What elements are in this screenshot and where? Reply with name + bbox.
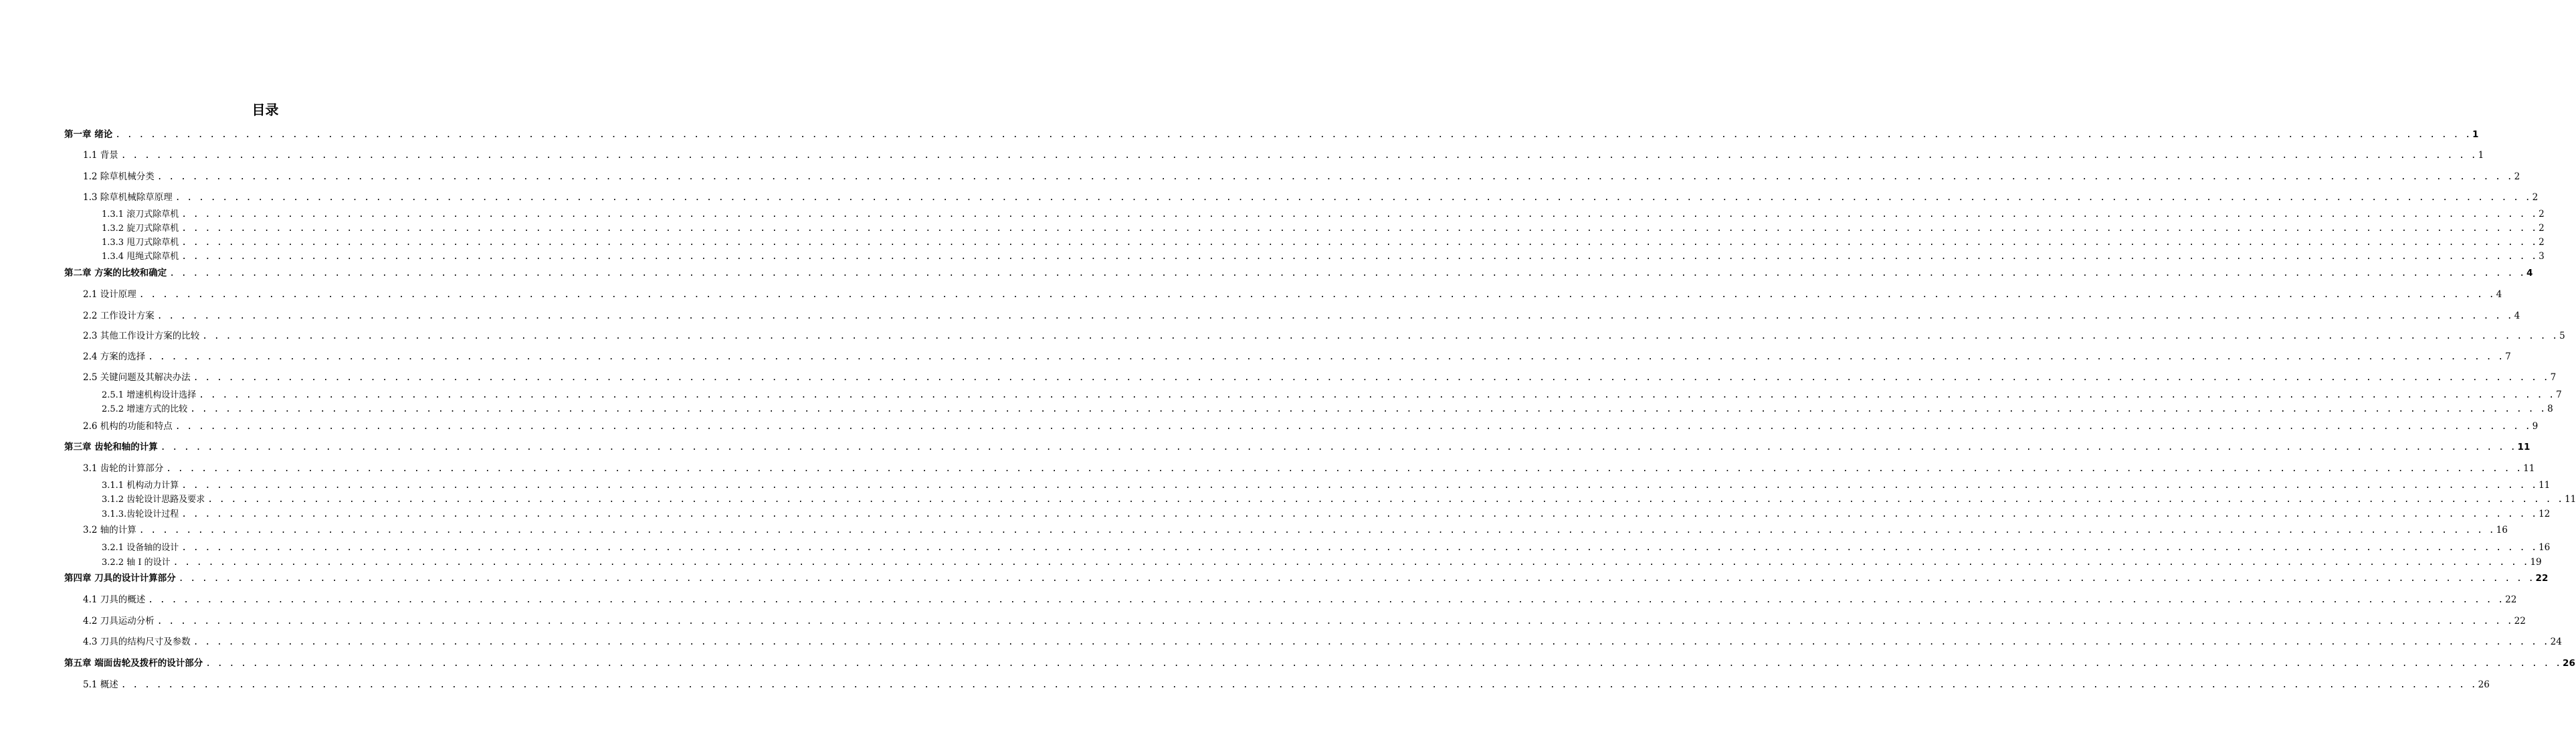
- toc-entry[interactable]: [83, 614, 2526, 628]
- toc-entry-label: 3.1.3.齿轮设计过程: [102, 509, 179, 519]
- toc-entry[interactable]: [102, 493, 2576, 506]
- toc-entry-label: 4.3 刀具的结构尺寸及参数: [83, 637, 191, 647]
- dot-leader: . . . . . . . . . . . . . . . . . . . . . . . . . . . . . . . . . . . . . . . . . . . . . . . . . . . . . . . . . . . . . . . . . . . . . . . . . . . . . . . . . . . . . . . . . . . . . . . . . . . . . . . . . . . . . . . . . . . . . . . . . . . . . . . . . . . . . . . . . . . . . . . . . . . . . . . . . . . . . . . . . . . . . . . . . . . . . . . . . . . . . . . . . . . . . . . . . . . . . . . .: [181, 509, 2538, 519]
- toc-entry[interactable]: [102, 236, 2545, 249]
- toc-entry-label: 1.3.1 滚刀式除草机: [102, 210, 179, 220]
- dot-leader: . . . . . . . . . . . . . . . . . . . . . . . . . . . . . . . . . . . . . . . . . . . . . . . . . . . . . . . . . . . . . . . . . . . . . . . . . . . . . . . . . . . . . . . . . . . . . . . . . . . . . . . . . . . . . . . . . . . . . . . . . . . . . . . . . . . . . . . . . . . . . . . . . . . . . . . . . . . . . . . . . . . . . . . . . . . . . . . . . . . . . . . . . . . . . . . . . . . . . . . .: [181, 252, 2538, 262]
- toc-entry[interactable]: [102, 250, 2545, 263]
- toc-entry-page-number: 2: [2514, 171, 2520, 182]
- dot-leader: . . . . . . . . . . . . . . . . . . . . . . . . . . . . . . . . . . . . . . . . . . . . . . . . . . . . . . . . . . . . . . . . . . . . . . . . . . . . . . . . . . . . . . . . . . . . . . . . . . . . . . . . . . . . . . . . . . . . . . . . . . . . . . . . . . . . . . . . . . . . . . . . . . . . . . . . . . . . . . . . . . . . . . . . . . . . . . . . . . . . . . . . . . . . . . . . . . . . . . . .: [148, 352, 2504, 362]
- toc-entry-label: 1.3.2 旋刀式除草机: [102, 224, 179, 234]
- dot-leader: . . . . . . . . . . . . . . . . . . . . . . . . . . . . . . . . . . . . . . . . . . . . . . . . . . . . . . . . . . . . . . . . . . . . . . . . . . . . . . . . . . . . . . . . . . . . . . . . . . . . . . . . . . . . . . . . . . . . . . . . . . . . . . . . . . . . . . . . . . . . . . . . . . . . . . . . . . . . . . . . . . . . . . . . . . . . . . . . . . . . . . . . . . . . . . . . . . . . . . . .: [175, 422, 2531, 432]
- page-title: 目录: [252, 102, 279, 118]
- toc-entry-label: 2.2 工作设计方案: [83, 311, 155, 321]
- toc-entry-label: 3.2 轴的计算: [83, 525, 136, 535]
- dot-leader: . . . . . . . . . . . . . . . . . . . . . . . . . . . . . . . . . . . . . . . . . . . . . . . . . . . . . . . . . . . . . . . . . . . . . . . . . . . . . . . . . . . . . . . . . . . . . . . . . . . . . . . . . . . . . . . . . . . . . . . . . . . . . . . . . . . . . . . . . . . . . . . . . . . . . . . . . . . . . . . . . . . . . . . . . . . . . . . . . . . . . . . . . . . . . . . . . . . . . . . .: [181, 238, 2538, 248]
- dot-leader: . . . . . . . . . . . . . . . . . . . . . . . . . . . . . . . . . . . . . . . . . . . . . . . . . . . . . . . . . . . . . . . . . . . . . . . . . . . . . . . . . . . . . . . . . . . . . . . . . . . . . . . . . . . . . . . . . . . . . . . . . . . . . . . . . . . . . . . . . . . . . . . . . . . . . . . . . . . . . . . . . . . . . . . . . . . . . . . . . . . . . . . . . . . . . . . . . . . . . . . .: [157, 616, 2513, 627]
- toc-entry-page-number: 12: [2539, 509, 2551, 519]
- toc-entry-page-number: 26: [2478, 679, 2490, 690]
- toc-entry[interactable]: [83, 309, 2520, 323]
- toc-entry[interactable]: [83, 288, 2502, 301]
- toc-entry-label: 3.1.2 齿轮设计思路及要求: [102, 495, 205, 505]
- toc-entry-label: 3.1 齿轮的计算部分: [83, 463, 164, 474]
- toc-entry-label: 2.4 方案的选择: [83, 351, 146, 362]
- toc-entry[interactable]: [83, 371, 2557, 384]
- toc-entry-label: 1.1 背景: [83, 150, 118, 161]
- dot-leader: . . . . . . . . . . . . . . . . . . . . . . . . . . . . . . . . . . . . . . . . . . . . . . . . . . . . . . . . . . . . . . . . . . . . . . . . . . . . . . . . . . . . . . . . . . . . . . . . . . . . . . . . . . . . . . . . . . . . . . . . . . . . . . . . . . . . . . . . . . . . . . . . . . . . . . . . . . . . . . . . . . . . . . . . . . . . . . . . . . . . . . . . . . . . . . . . . . . . . . . .: [166, 464, 2522, 474]
- toc-entry-page-number: 5: [2559, 331, 2565, 341]
- toc-entry[interactable]: [64, 440, 2531, 454]
- dot-leader: . . . . . . . . . . . . . . . . . . . . . . . . . . . . . . . . . . . . . . . . . . . . . . . . . . . . . . . . . . . . . . . . . . . . . . . . . . . . . . . . . . . . . . . . . . . . . . . . . . . . . . . . . . . . . . . . . . . . . . . . . . . . . . . . . . . . . . . . . . . . . . . . . . . . . . . . . . . . . . . . . . . . . . . . . . . . . . . . . . . . . . . . . . . . . . . . . . . . . . . .: [199, 390, 2555, 400]
- toc-entry-label: 第五章 端面齿轮及拨杆的设计部分: [64, 658, 203, 669]
- toc-entry-label: 2.5.1 增速机构设计选择: [102, 390, 197, 400]
- toc-entry-page-number: 7: [2556, 390, 2562, 400]
- toc-entry[interactable]: [83, 350, 2511, 363]
- toc-entry-label: 3.2.1 设备轴的设计: [102, 543, 179, 553]
- dot-leader: . . . . . . . . . . . . . . . . . . . . . . . . . . . . . . . . . . . . . . . . . . . . . . . . . . . . . . . . . . . . . . . . . . . . . . . . . . . . . . . . . . . . . . . . . . . . . . . . . . . . . . . . . . . . . . . . . . . . . . . . . . . . . . . . . . . . . . . . . . . . . . . . . . . . . . . . . . . . . . . . . . . . . . . . . . . . . . . . . . . . . . . . . . . . . . . . . . . . . . . .: [181, 543, 2538, 553]
- toc-entry-label: 1.2 除草机械分类: [83, 171, 155, 182]
- toc-entry-page-number: 7: [2505, 351, 2511, 362]
- toc-entry[interactable]: [102, 556, 2542, 569]
- toc-entry-page-number: 4: [2514, 311, 2520, 321]
- toc-entry-page-number: 2: [2539, 209, 2545, 220]
- toc-entry-label: 4.1 刀具的概述: [83, 594, 146, 605]
- toc-entry-page-number: 24: [2550, 637, 2562, 647]
- toc-entry[interactable]: [83, 191, 2539, 204]
- toc-entry[interactable]: [102, 402, 2553, 416]
- toc-entry[interactable]: [83, 329, 2565, 343]
- dot-leader: . . . . . . . . . . . . . . . . . . . . . . . . . . . . . . . . . . . . . . . . . . . . . . . . . . . . . . . . . . . . . . . . . . . . . . . . . . . . . . . . . . . . . . . . . . . . . . . . . . . . . . . . . . . . . . . . . . . . . . . . . . . . . . . . . . . . . . . . . . . . . . . . . . . . . . . . . . . . . . . . . . . . . . . . . . . . . . . . . . . . . . . . . . . . . . . . . . . . . . . .: [138, 525, 2495, 535]
- toc-entry[interactable]: [102, 541, 2551, 554]
- toc-entry[interactable]: [83, 593, 2517, 606]
- toc-entry[interactable]: [83, 420, 2539, 433]
- toc-entry[interactable]: [102, 207, 2545, 221]
- toc-entry[interactable]: [83, 523, 2508, 537]
- toc-entry-label: 第一章 绪论: [64, 129, 113, 140]
- dot-leader: . . . . . . . . . . . . . . . . . . . . . . . . . . . . . . . . . . . . . . . . . . . . . . . . . . . . . . . . . . . . . . . . . . . . . . . . . . . . . . . . . . . . . . . . . . . . . . . . . . . . . . . . . . . . . . . . . . . . . . . . . . . . . . . . . . . . . . . . . . . . . . . . . . . . . . . . . . . . . . . . . . . . . . . . . . . . . . . . . . . . . . . . . . . . . . . . . . . . . . . .: [138, 290, 2495, 300]
- toc-entry[interactable]: [102, 507, 2551, 521]
- toc-entry-page-number: 2: [2532, 192, 2539, 203]
- toc-entry-label: 2.6 机构的功能和特点: [83, 421, 173, 432]
- dot-leader: . . . . . . . . . . . . . . . . . . . . . . . . . . . . . . . . . . . . . . . . . . . . . . . . . . . . . . . . . . . . . . . . . . . . . . . . . . . . . . . . . . . . . . . . . . . . . . . . . . . . . . . . . . . . . . . . . . . . . . . . . . . . . . . . . . . . . . . . . . . . . . . . . . . . . . . . . . . . . . . . . . . . . . . . . . . . . . . . . . . . . . . . . . . . . . . . . . . . . . . .: [157, 172, 2513, 182]
- toc-entry-label: 3.1.1 机构动力计算: [102, 481, 179, 491]
- dot-leader: . . . . . . . . . . . . . . . . . . . . . . . . . . . . . . . . . . . . . . . . . . . . . . . . . . . . . . . . . . . . . . . . . . . . . . . . . . . . . . . . . . . . . . . . . . . . . . . . . . . . . . . . . . . . . . . . . . . . . . . . . . . . . . . . . . . . . . . . . . . . . . . . . . . . . . . . . . . . . . . . . . . . . . . . . . . . . . . . . . . . . . . . . . . . . . . . . . . . . . . .: [181, 210, 2538, 220]
- toc-entry-label: 5.1 概述: [83, 679, 118, 690]
- dot-leader: . . . . . . . . . . . . . . . . . . . . . . . . . . . . . . . . . . . . . . . . . . . . . . . . . . . . . . . . . . . . . . . . . . . . . . . . . . . . . . . . . . . . . . . . . . . . . . . . . . . . . . . . . . . . . . . . . . . . . . . . . . . . . . . . . . . . . . . . . . . . . . . . . . . . . . . . . . . . . . . . . . . . . . . . . . . . . . . . . . . . . . . . . . . . . . . . . . . . . . . .: [115, 130, 2472, 140]
- dot-leader: . . . . . . . . . . . . . . . . . . . . . . . . . . . . . . . . . . . . . . . . . . . . . . . . . . . . . . . . . . . . . . . . . . . . . . . . . . . . . . . . . . . . . . . . . . . . . . . . . . . . . . . . . . . . . . . . . . . . . . . . . . . . . . . . . . . . . . . . . . . . . . . . . . . . . . . . . . . . . . . . . . . . . . . . . . . . . . . . . . . . . . . . . . . . . . . . . . . . . . . .: [120, 151, 2477, 161]
- dot-leader: . . . . . . . . . . . . . . . . . . . . . . . . . . . . . . . . . . . . . . . . . . . . . . . . . . . . . . . . . . . . . . . . . . . . . . . . . . . . . . . . . . . . . . . . . . . . . . . . . . . . . . . . . . . . . . . . . . . . . . . . . . . . . . . . . . . . . . . . . . . . . . . . . . . . . . . . . . . . . . . . . . . . . . . . . . . . . . . . . . . . . . . . . . . . . . . . . . . . . . . .: [202, 331, 2559, 341]
- toc-entry-label: 3.2.2 轴 I 的设计: [102, 558, 171, 568]
- toc-entry-page-number: 4: [2527, 268, 2533, 278]
- toc-entry[interactable]: [83, 678, 2490, 691]
- toc-entry-label: 2.5 关键问题及其解决办法: [83, 372, 191, 383]
- toc-entry-label: 1.3 除草机械除草原理: [83, 192, 173, 203]
- toc-entry-page-number: 16: [2539, 542, 2551, 553]
- toc-entry-page-number: 1: [2472, 129, 2479, 140]
- toc-entry-page-number: 4: [2496, 289, 2502, 300]
- dot-leader: . . . . . . . . . . . . . . . . . . . . . . . . . . . . . . . . . . . . . . . . . . . . . . . . . . . . . . . . . . . . . . . . . . . . . . . . . . . . . . . . . . . . . . . . . . . . . . . . . . . . . . . . . . . . . . . . . . . . . . . . . . . . . . . . . . . . . . . . . . . . . . . . . . . . . . . . . . . . . . . . . . . . . . . . . . . . . . . . . . . . . . . . . . . . . . . . . . . . . . . .: [148, 595, 2504, 605]
- toc-entry[interactable]: [83, 462, 2535, 475]
- toc-entry-page-number: 7: [2550, 372, 2557, 383]
- dot-leader: . . . . . . . . . . . . . . . . . . . . . . . . . . . . . . . . . . . . . . . . . . . . . . . . . . . . . . . . . . . . . . . . . . . . . . . . . . . . . . . . . . . . . . . . . . . . . . . . . . . . . . . . . . . . . . . . . . . . . . . . . . . . . . . . . . . . . . . . . . . . . . . . . . . . . . . . . . . . . . . . . . . . . . . . . . . . . . . . . . . . . . . . . . . . . . . . . . . . . . . .: [205, 659, 2562, 669]
- toc-entry[interactable]: [83, 149, 2484, 162]
- dot-leader: . . . . . . . . . . . . . . . . . . . . . . . . . . . . . . . . . . . . . . . . . . . . . . . . . . . . . . . . . . . . . . . . . . . . . . . . . . . . . . . . . . . . . . . . . . . . . . . . . . . . . . . . . . . . . . . . . . . . . . . . . . . . . . . . . . . . . . . . . . . . . . . . . . . . . . . . . . . . . . . . . . . . . . . . . . . . . . . . . . . . . . . . . . . . . . . . . . . . . . . .: [169, 268, 2526, 278]
- toc-entry-label: 第三章 齿轮和轴的计算: [64, 442, 158, 452]
- toc-entry[interactable]: [83, 170, 2520, 183]
- toc-entry-page-number: 22: [2514, 616, 2526, 627]
- dot-leader: . . . . . . . . . . . . . . . . . . . . . . . . . . . . . . . . . . . . . . . . . . . . . . . . . . . . . . . . . . . . . . . . . . . . . . . . . . . . . . . . . . . . . . . . . . . . . . . . . . . . . . . . . . . . . . . . . . . . . . . . . . . . . . . . . . . . . . . . . . . . . . . . . . . . . . . . . . . . . . . . . . . . . . . . . . . . . . . . . . . . . . . . . . . . . . . . . . . . . . . .: [190, 404, 2547, 414]
- toc-entry[interactable]: [102, 222, 2545, 235]
- toc-entry-label: 2.5.2 增速方式的比较: [102, 404, 188, 414]
- toc-entry-page-number: 11: [2517, 442, 2531, 452]
- toc-entry-page-number: 16: [2496, 525, 2508, 535]
- toc-entry-label: 第四章 刀具的设计计算部分: [64, 573, 176, 584]
- toc-entry-page-number: 2: [2539, 237, 2545, 248]
- toc-entry-page-number: 9: [2532, 421, 2539, 432]
- toc-entry[interactable]: [102, 388, 2562, 402]
- toc-entry-page-number: 1: [2478, 150, 2484, 161]
- toc-entry-page-number: 11: [2565, 494, 2576, 505]
- toc-entry-page-number: 11: [2523, 463, 2535, 474]
- toc-entry-label: 第二章 方案的比较和确定: [64, 268, 167, 278]
- toc-entry-page-number: 11: [2539, 480, 2551, 491]
- dot-leader: . . . . . . . . . . . . . . . . . . . . . . . . . . . . . . . . . . . . . . . . . . . . . . . . . . . . . . . . . . . . . . . . . . . . . . . . . . . . . . . . . . . . . . . . . . . . . . . . . . . . . . . . . . . . . . . . . . . . . . . . . . . . . . . . . . . . . . . . . . . . . . . . . . . . . . . . . . . . . . . . . . . . . . . . . . . . . . . . . . . . . . . . . . . . . . . . . . . . . . . .: [160, 442, 2516, 452]
- toc-entry-page-number: 2: [2539, 223, 2545, 234]
- dot-leader: . . . . . . . . . . . . . . . . . . . . . . . . . . . . . . . . . . . . . . . . . . . . . . . . . . . . . . . . . . . . . . . . . . . . . . . . . . . . . . . . . . . . . . . . . . . . . . . . . . . . . . . . . . . . . . . . . . . . . . . . . . . . . . . . . . . . . . . . . . . . . . . . . . . . . . . . . . . . . . . . . . . . . . . . . . . . . . . . . . . . . . . . . . . . . . . . . . . . . . . .: [193, 373, 2549, 383]
- dot-leader: . . . . . . . . . . . . . . . . . . . . . . . . . . . . . . . . . . . . . . . . . . . . . . . . . . . . . . . . . . . . . . . . . . . . . . . . . . . . . . . . . . . . . . . . . . . . . . . . . . . . . . . . . . . . . . . . . . . . . . . . . . . . . . . . . . . . . . . . . . . . . . . . . . . . . . . . . . . . . . . . . . . . . . . . . . . . . . . . . . . . . . . . . . . . . . . . . . . . . . . .: [181, 481, 2538, 491]
- toc-entry[interactable]: [64, 572, 2549, 585]
- toc-entry-page-number: 26: [2563, 658, 2575, 669]
- toc-entry-label: 2.1 设计原理: [83, 289, 136, 300]
- toc-entry[interactable]: [83, 635, 2562, 649]
- toc-entry-page-number: 19: [2530, 557, 2542, 568]
- dot-leader: . . . . . . . . . . . . . . . . . . . . . . . . . . . . . . . . . . . . . . . . . . . . . . . . . . . . . . . . . . . . . . . . . . . . . . . . . . . . . . . . . . . . . . . . . . . . . . . . . . . . . . . . . . . . . . . . . . . . . . . . . . . . . . . . . . . . . . . . . . . . . . . . . . . . . . . . . . . . . . . . . . . . . . . . . . . . . . . . . . . . . . . . . . . . . . . . . . . . . . . .: [120, 680, 2477, 690]
- toc-entry[interactable]: [102, 479, 2551, 492]
- toc-entry-label: 4.2 刀具运动分析: [83, 616, 155, 627]
- toc-entry-label: 2.3 其他工作设计方案的比较: [83, 331, 200, 341]
- dot-leader: . . . . . . . . . . . . . . . . . . . . . . . . . . . . . . . . . . . . . . . . . . . . . . . . . . . . . . . . . . . . . . . . . . . . . . . . . . . . . . . . . . . . . . . . . . . . . . . . . . . . . . . . . . . . . . . . . . . . . . . . . . . . . . . . . . . . . . . . . . . . . . . . . . . . . . . . . . . . . . . . . . . . . . . . . . . . . . . . . . . . . . . . . . . . . . . . . . . . . . . .: [207, 495, 2564, 505]
- toc-entry-page-number: 3: [2539, 251, 2545, 262]
- toc-entry-page-number: 22: [2535, 573, 2549, 584]
- dot-leader: . . . . . . . . . . . . . . . . . . . . . . . . . . . . . . . . . . . . . . . . . . . . . . . . . . . . . . . . . . . . . . . . . . . . . . . . . . . . . . . . . . . . . . . . . . . . . . . . . . . . . . . . . . . . . . . . . . . . . . . . . . . . . . . . . . . . . . . . . . . . . . . . . . . . . . . . . . . . . . . . . . . . . . . . . . . . . . . . . . . . . . . . . . . . . . . . . . . . . . . .: [193, 637, 2549, 647]
- dot-leader: . . . . . . . . . . . . . . . . . . . . . . . . . . . . . . . . . . . . . . . . . . . . . . . . . . . . . . . . . . . . . . . . . . . . . . . . . . . . . . . . . . . . . . . . . . . . . . . . . . . . . . . . . . . . . . . . . . . . . . . . . . . . . . . . . . . . . . . . . . . . . . . . . . . . . . . . . . . . . . . . . . . . . . . . . . . . . . . . . . . . . . . . . . . . . . . . . . . . . . . .: [181, 224, 2538, 234]
- toc-entry[interactable]: [64, 266, 2533, 280]
- toc-entry-page-number: 22: [2505, 594, 2517, 605]
- toc-entry[interactable]: [64, 657, 2575, 670]
- dot-leader: . . . . . . . . . . . . . . . . . . . . . . . . . . . . . . . . . . . . . . . . . . . . . . . . . . . . . . . . . . . . . . . . . . . . . . . . . . . . . . . . . . . . . . . . . . . . . . . . . . . . . . . . . . . . . . . . . . . . . . . . . . . . . . . . . . . . . . . . . . . . . . . . . . . . . . . . . . . . . . . . . . . . . . . . . . . . . . . . . . . . . . . . . . . . . . . . . . . . . . . .: [175, 193, 2531, 203]
- dot-leader: . . . . . . . . . . . . . . . . . . . . . . . . . . . . . . . . . . . . . . . . . . . . . . . . . . . . . . . . . . . . . . . . . . . . . . . . . . . . . . . . . . . . . . . . . . . . . . . . . . . . . . . . . . . . . . . . . . . . . . . . . . . . . . . . . . . . . . . . . . . . . . . . . . . . . . . . . . . . . . . . . . . . . . . . . . . . . . . . . . . . . . . . . . . . . . . . . . . . . . . .: [173, 558, 2529, 568]
- toc-entry-label: 1.3.3 甩刀式除草机: [102, 238, 179, 248]
- toc-entry-page-number: 8: [2547, 404, 2553, 414]
- dot-leader: . . . . . . . . . . . . . . . . . . . . . . . . . . . . . . . . . . . . . . . . . . . . . . . . . . . . . . . . . . . . . . . . . . . . . . . . . . . . . . . . . . . . . . . . . . . . . . . . . . . . . . . . . . . . . . . . . . . . . . . . . . . . . . . . . . . . . . . . . . . . . . . . . . . . . . . . . . . . . . . . . . . . . . . . . . . . . . . . . . . . . . . . . . . . . . . . . . . . . . . .: [157, 311, 2513, 321]
- dot-leader: . . . . . . . . . . . . . . . . . . . . . . . . . . . . . . . . . . . . . . . . . . . . . . . . . . . . . . . . . . . . . . . . . . . . . . . . . . . . . . . . . . . . . . . . . . . . . . . . . . . . . . . . . . . . . . . . . . . . . . . . . . . . . . . . . . . . . . . . . . . . . . . . . . . . . . . . . . . . . . . . . . . . . . . . . . . . . . . . . . . . . . . . . . . . . . . . . . . . . . . .: [178, 574, 2535, 584]
- toc-entry-label: 1.3.4 甩绳式除草机: [102, 252, 179, 262]
- toc-entry[interactable]: [64, 128, 2479, 141]
